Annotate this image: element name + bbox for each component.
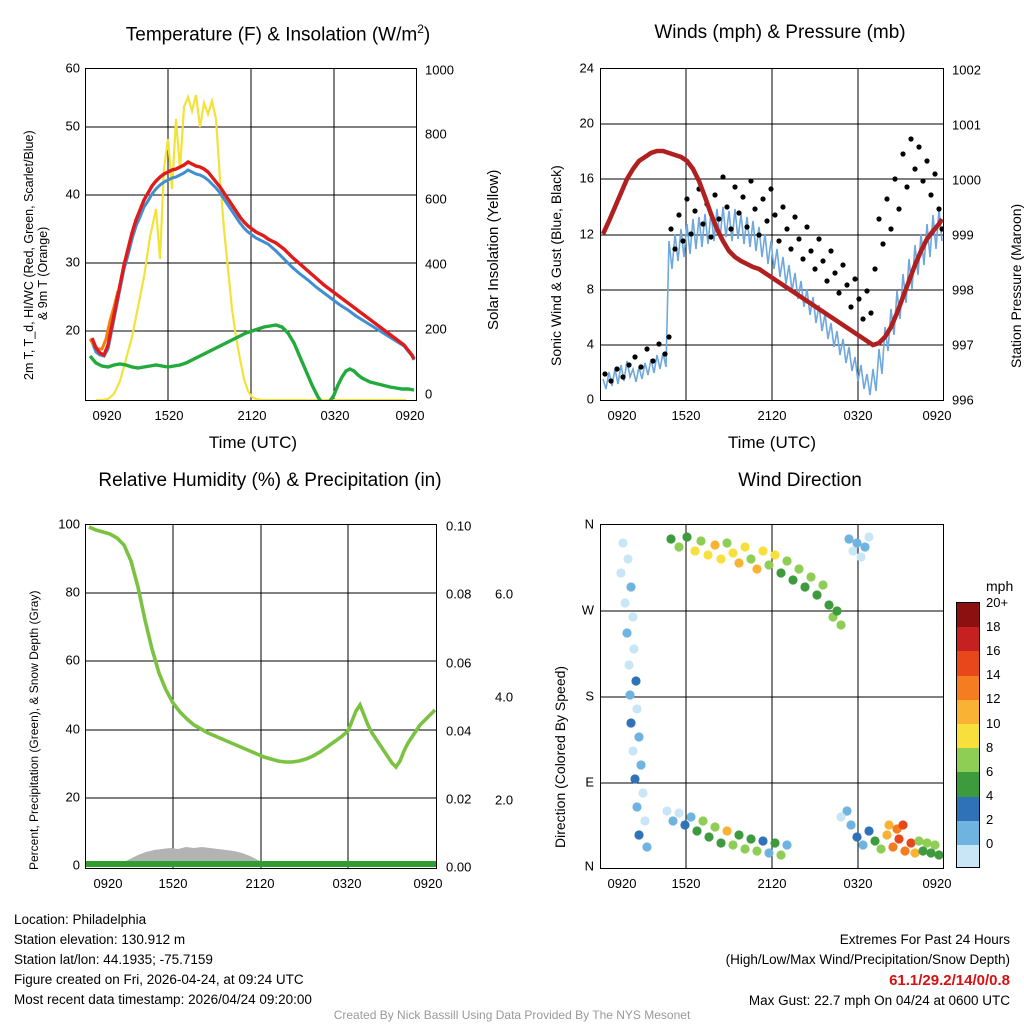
temp-y2tick-0: 0 bbox=[425, 386, 433, 402]
rh-y2tick-002: 0.02 bbox=[446, 791, 472, 807]
temperature-title bbox=[68, 22, 488, 46]
temp-y2tick-1000: 1000 bbox=[425, 62, 454, 78]
temp-xtick-0320: 0320 bbox=[320, 408, 350, 423]
rh-xtick-2120: 2120 bbox=[245, 876, 275, 891]
winds-xlabel: Time (UTC) bbox=[727, 433, 817, 452]
temperature-xlabel: Time (UTC) bbox=[208, 433, 298, 452]
credit-line: Created By Nick Bassill Using Data Provided By The NYS Mesonet bbox=[333, 1008, 691, 1022]
rh-y3tick-20: 2.0 bbox=[495, 792, 514, 808]
wd-xtick-0320: 0320 bbox=[843, 876, 873, 891]
temp-xtick-2120: 2120 bbox=[237, 408, 267, 423]
temperature-title-end: ) bbox=[423, 24, 431, 46]
legend-swatch-9 bbox=[957, 821, 979, 845]
winds-xtick-2120: 2120 bbox=[757, 408, 787, 423]
rh-y2tick-010: 0.10 bbox=[446, 518, 472, 534]
legend-label-8: 8 bbox=[986, 740, 994, 755]
legend-label-20plus: 20+ bbox=[986, 595, 1009, 610]
footer-created: Figure created on Fri, 2026-04-24, at 09:24 UTC bbox=[14, 972, 304, 987]
winddir-plot-area bbox=[600, 524, 944, 869]
legend-swatch-2 bbox=[957, 651, 979, 675]
rh-y2tick-000: 0.00 bbox=[446, 859, 472, 875]
temp-ytick-20: 20 bbox=[65, 322, 80, 338]
rh-xtick-1520: 1520 bbox=[158, 876, 188, 891]
rh-y3tick-60: 6.0 bbox=[495, 586, 514, 602]
temp-y2tick-400: 400 bbox=[425, 256, 447, 272]
footer-elevation: Station elevation: 130.912 m bbox=[14, 932, 186, 947]
wd-ytick-N-top: N bbox=[584, 516, 594, 532]
winds-ytick-8: 8 bbox=[586, 281, 594, 297]
rh-y2tick-008: 0.08 bbox=[446, 586, 472, 602]
winds-y2tick-999: 999 bbox=[952, 227, 974, 243]
rh-y3tick-40: 4.0 bbox=[495, 689, 514, 705]
winds-xtick-0920a: 0920 bbox=[607, 408, 637, 423]
temperature-ylabel-right: Solar Insolation (Yellow) bbox=[485, 169, 502, 330]
wd-xtick-2120: 2120 bbox=[757, 876, 787, 891]
legend-label-16: 16 bbox=[986, 643, 1001, 658]
temp-xtick-0920b: 0920 bbox=[395, 408, 425, 423]
legend-label-18: 18 bbox=[986, 619, 1001, 634]
winds-ylabel-right: Station Pressure (Maroon) bbox=[1008, 203, 1024, 368]
legend-swatch-1 bbox=[957, 627, 979, 651]
winds-y2tick-998: 998 bbox=[952, 282, 974, 298]
rh-ytick-100: 100 bbox=[58, 516, 80, 532]
legend-swatch-10 bbox=[957, 845, 979, 867]
rh-ytick-60: 60 bbox=[65, 652, 80, 668]
winds-ytick-12: 12 bbox=[579, 226, 594, 242]
wd-xtick-0920b: 0920 bbox=[922, 876, 952, 891]
winddir-ylabel-left: Direction (Colored By Speed) bbox=[552, 665, 568, 848]
temp-ytick-30: 30 bbox=[65, 254, 80, 270]
winds-xtick-0320: 0320 bbox=[843, 408, 873, 423]
legend-swatch-3 bbox=[957, 676, 979, 700]
winds-xtick-0920b: 0920 bbox=[922, 408, 952, 423]
temp-ytick-40: 40 bbox=[65, 186, 80, 202]
footer-timestamp: Most recent data timestamp: 2026/04/24 09:20:00 bbox=[14, 992, 312, 1007]
winds-svg bbox=[601, 69, 943, 400]
temperature-plot-area bbox=[85, 68, 417, 401]
temp-y2tick-200: 200 bbox=[425, 321, 447, 337]
temp-ytick-50: 50 bbox=[65, 118, 80, 134]
temp-y2tick-800: 800 bbox=[425, 126, 447, 142]
extremes-title: Extremes For Past 24 Hours bbox=[839, 932, 1010, 947]
winds-y2tick-996: 996 bbox=[952, 392, 974, 408]
winds-ytick-4: 4 bbox=[586, 336, 594, 352]
wd-xtick-0920a: 0920 bbox=[607, 876, 637, 891]
wd-ytick-N-bottom: N bbox=[584, 858, 594, 874]
winds-plot-area bbox=[600, 68, 944, 401]
rh-xtick-0920a: 0920 bbox=[93, 876, 123, 891]
legend-label-2: 2 bbox=[986, 812, 994, 827]
rh-xtick-0920b: 0920 bbox=[413, 876, 443, 891]
legend-label-12: 12 bbox=[986, 691, 1001, 706]
winddir-svg bbox=[601, 525, 943, 868]
humidity-plot-area bbox=[85, 524, 437, 869]
winds-ytick-24: 24 bbox=[579, 60, 594, 76]
footer-latlon: Station lat/lon: 44.1935; -75.7159 bbox=[14, 952, 213, 967]
legend-title: mph bbox=[986, 578, 1014, 594]
temperature-title-text: Temperature (F) & Insolation (W/m bbox=[125, 24, 418, 46]
winds-ylabel-left: Sonic Wind & Gust (Blue, Black) bbox=[548, 165, 564, 366]
wd-xtick-1520: 1520 bbox=[671, 876, 701, 891]
rh-y2tick-006: 0.06 bbox=[446, 655, 472, 671]
legend-swatch-5 bbox=[957, 724, 979, 748]
rh-xtick-0320: 0320 bbox=[332, 876, 362, 891]
winds-title: Winds (mph) & Pressure (mb) bbox=[654, 22, 906, 43]
temp-ytick-60: 60 bbox=[65, 60, 80, 76]
winds-y2tick-1001: 1001 bbox=[952, 117, 981, 133]
rh-ytick-80: 80 bbox=[65, 584, 80, 600]
winds-ytick-0: 0 bbox=[586, 391, 594, 407]
temp-xtick-0920a: 0920 bbox=[92, 408, 122, 423]
winddir-legend-colorbar bbox=[956, 602, 980, 868]
temp-y2tick-600: 600 bbox=[425, 191, 447, 207]
legend-label-6: 6 bbox=[986, 764, 994, 779]
temperature-svg bbox=[86, 69, 416, 400]
rh-ytick-0: 0 bbox=[72, 857, 80, 873]
rh-ytick-40: 40 bbox=[65, 721, 80, 737]
temperature-ylabel-left2: & 9m T (Orange) bbox=[36, 226, 50, 320]
winds-y2tick-1002: 1002 bbox=[952, 62, 981, 78]
rh-ytick-20: 20 bbox=[65, 789, 80, 805]
legend-label-10: 10 bbox=[986, 716, 1001, 731]
winds-ytick-20: 20 bbox=[579, 115, 594, 131]
legend-swatch-0 bbox=[957, 603, 979, 627]
legend-swatch-6 bbox=[957, 748, 979, 772]
winds-y2tick-1000: 1000 bbox=[952, 172, 981, 188]
legend-label-0: 0 bbox=[986, 836, 994, 851]
legend-swatch-4 bbox=[957, 700, 979, 724]
wd-ytick-W: W bbox=[581, 602, 594, 618]
humidity-svg bbox=[86, 525, 436, 868]
legend-swatch-8 bbox=[957, 797, 979, 821]
winddir-title: Wind Direction bbox=[738, 470, 862, 491]
legend-label-14: 14 bbox=[986, 667, 1001, 682]
winds-xtick-1520: 1520 bbox=[671, 408, 701, 423]
wd-ytick-S: S bbox=[585, 688, 594, 704]
extremes-values: 61.1/29.2/14/0/0.8 bbox=[889, 972, 1010, 989]
legend-swatch-7 bbox=[957, 772, 979, 796]
winds-ytick-16: 16 bbox=[579, 170, 594, 186]
humidity-ylabel-left: Percent, Precipitation (Green), & Snow Depth (Gray) bbox=[27, 590, 41, 870]
rh-y2tick-004: 0.04 bbox=[446, 723, 472, 739]
temperature-ylabel-left: 2m T, T_d, HI/WC (Red, Green, Scarlet/Blue) bbox=[22, 130, 36, 380]
legend-label-4: 4 bbox=[986, 788, 994, 803]
extremes-subtitle: (High/Low/Max Wind/Precipitation/Snow Depth) bbox=[725, 952, 1010, 967]
extremes-max-gust: Max Gust: 22.7 mph On 04/24 at 0600 UTC bbox=[748, 993, 1010, 1008]
temperature-title-sup: 2 bbox=[417, 22, 424, 36]
temp-xtick-1520: 1520 bbox=[154, 408, 184, 423]
footer-location: Location: Philadelphia bbox=[14, 912, 147, 927]
wd-ytick-E: E bbox=[585, 774, 594, 790]
winds-y2tick-997: 997 bbox=[952, 337, 974, 353]
humidity-title: Relative Humidity (%) & Precipitation (in) bbox=[98, 470, 442, 491]
